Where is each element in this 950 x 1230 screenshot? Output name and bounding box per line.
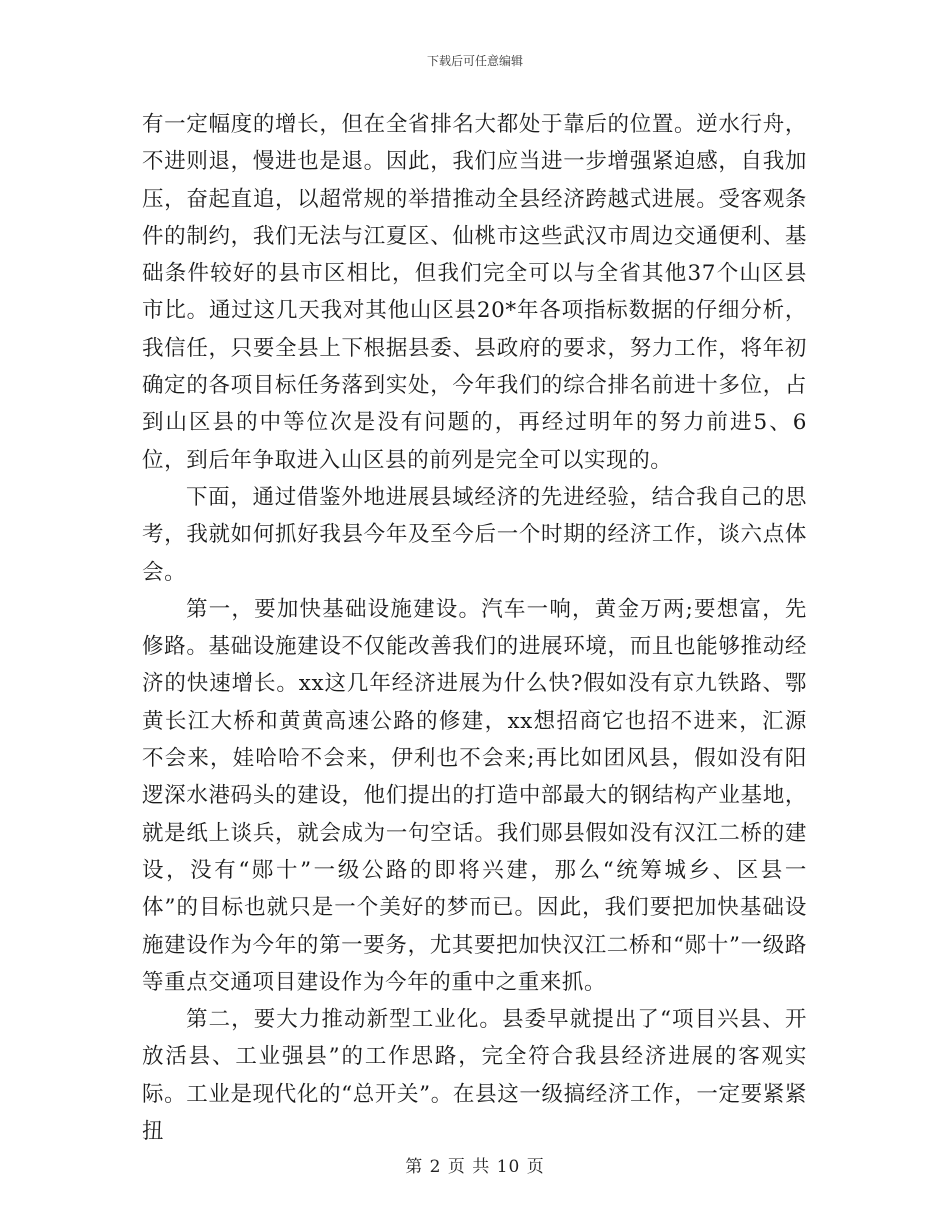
page-number-footer: 第 2 页 共 10 页	[405, 1157, 545, 1177]
page-header: 下载后可任意编辑	[426, 54, 523, 68]
paragraph-4: 第二，要大力推动新型工业化。县委早就提出了“项目兴县、开放活县、工业强县”的工作思路，完全符合我县经济进展的客观实际。工业是现代化的“总开关”。在县这一级搞经济工作，一定要紧紧扭	[142, 1007, 807, 1145]
document-body	[142, 106, 807, 1150]
paragraph-2: 下面，通过借鉴外地进展县域经济的先进经验，结合我自己的思考，我就如何抓好我县今年及至今后一个时期的经济工作，谈六点体会。	[142, 484, 807, 585]
paragraph-3: 第一，要加快基础设施建设。汽车一响，黄金万两;要想富，先修路。基础设施建设不仅能改善我们的进展环境，而且也能够推动经济的快速增长。xx这几年经济进展为什么快?假如没有京九铁路、鄂黄长江大桥和黄黄高速公路的修建，xx想招商它也招不进来，汇源不会来，娃哈哈不会来，伊利也不会来;再比如团风县，假如没有阳逻深水港码头的建设，他们提出的打造中部最大的钢结构产业基地，就是纸上谈兵，就会成为一句空话。我们郧县假如没有汉江二桥的建设，没有“郧十”一级公路的即将兴建，那么“统筹城乡、区县一体”的目标也就只是一个美好的梦而已。因此，我们要把加快基础设施建设作为今年的第一要务，尤其要把加快汉江二桥和“郧十”一级路等重点交通项目建设作为今年的重中之重来抓。	[142, 596, 807, 995]
paragraph-1: 有一定幅度的增长，但在全省排名大都处于靠后的位置。逆水行舟，不进则退，慢进也是退。因此，我们应当进一步增强紧迫感，自我加压，奋起直追，以超常规的举措推动全县经济跨越式进展。受客观条件的制约，我们无法与江夏区、仙桃市这些武汉市周边交通便利、基础条件较好的县市区相比，但我们完全可以与全省其他37个山区县市比。通过这几天我对其他山区县20*年各项指标数据的仔细分析，我信任，只要全县上下根据县委、县政府的要求，努力工作，将年初确定的各项目标任务落到实处，今年我们的综合排名前进十多位，占到山区县的中等位次是没有问题的，再经过明年的努力前进5、6位，到后年争取进入山区县的前列是完全可以实现的。	[142, 112, 807, 473]
